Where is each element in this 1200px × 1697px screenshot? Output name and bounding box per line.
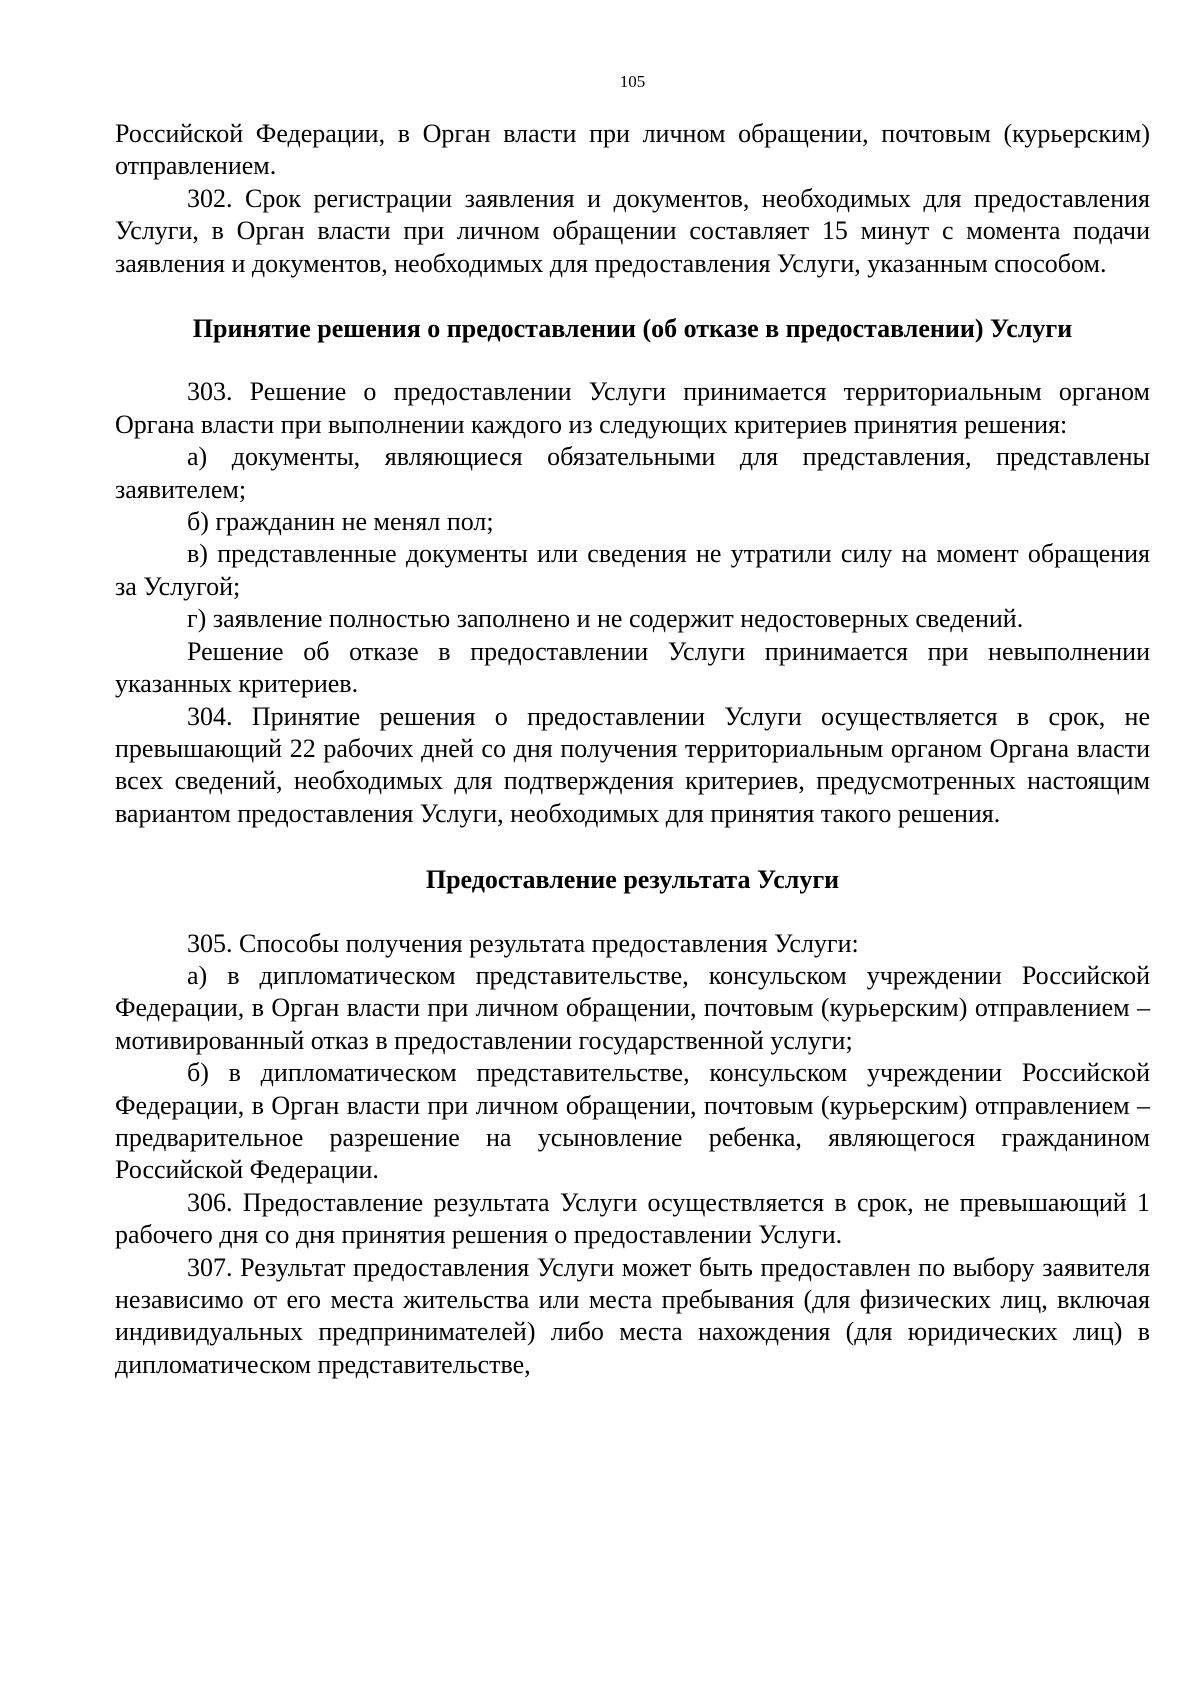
paragraph-304: 304. Принятие решения о предоставлении Услуги осуществляется в срок, не превышающий 22 рабочих дней со дня получения территориальным органом Органа власти всех сведений, необходимых для подтверждения критериев, предусмотренных настоящим вариантом предоставления Услуги, необходимых для принятия такого решения. [115, 701, 1150, 828]
paragraph-continuation: Российской Федерации, в Орган власти при личном обращении, почтовым (курьерским) отправлением. [115, 119, 1150, 181]
document-body [115, 118, 1150, 1381]
paragraph-refusal-decision: Решение об отказе в предоставлении Услуги принимается при невыполнении указанных критериев. [115, 636, 1150, 699]
section-heading-result: Предоставление результата Услуги [425, 865, 840, 895]
page-number: 105 [619, 72, 646, 91]
paragraph-303: 303. Решение о предоставлении Услуги принимается территориальным органом Органа власти при выполнении каждого из следующих критериев принятия решения: [115, 377, 1150, 439]
section-heading-wrapper [115, 830, 1150, 927]
paragraph-303-v: в) представленные документы или сведения не утратили силу на момент обращения за Услугой; [115, 539, 1150, 601]
paragraph-307: 307. Результат предоставления Услуги может быть предоставлен по выбору заявителя независимо от его места жительства или места пребывания (для физических лиц, включая индивидуальных предпринимателей) либо места нахождения (для юридических лиц) в дипломатическом представительстве, [115, 1252, 1150, 1379]
paragraph-303-g: г) заявление полностью заполнено и не содержит недостоверных сведений. [187, 604, 1024, 634]
paragraph-303-a: а) документы, являющиеся обязательными для представления, представлены заявителем; [115, 442, 1150, 504]
paragraph-302: 302. Срок регистрации заявления и документов, необходимых для предоставления Услуги, в Орган власти при личном обращении составляет 15 минут с момента подачи заявления и документов, необходимых для предоставления Услуги, указанным способом. [115, 183, 1150, 278]
paragraph-305-a: а) в дипломатическом представительстве, консульском учреждении Российской Федерации, в Орган власти при личном обращении, почтовым (курьерским) отправлением – мотивированный отказ в предоставлении государственной услуги; [115, 960, 1150, 1055]
paragraph-305-b: б) в дипломатическом представительстве, консульском учреждении Российской Федерации, в Орган власти при личном обращении, почтовым (курьерским) отправлением – предварительное разрешение на усыновление ребенка, являющегося гражданином Российской Федерации. [115, 1058, 1150, 1185]
section-heading-decision: Принятие решения о предоставлении (об отказе в предоставлении) Услуги [192, 314, 1073, 344]
paragraph-305: 305. Способы получения результата предоставления Услуги: [187, 928, 859, 958]
section-heading-wrapper [115, 280, 1150, 376]
paragraph-303-b: б) гражданин не менял пол; [187, 507, 494, 537]
paragraph-306: 306. Предоставление результата Услуги осуществляется в срок, не превышающий 1 рабочего дня со дня принятия решения о предоставлении Услуги. [115, 1187, 1150, 1250]
